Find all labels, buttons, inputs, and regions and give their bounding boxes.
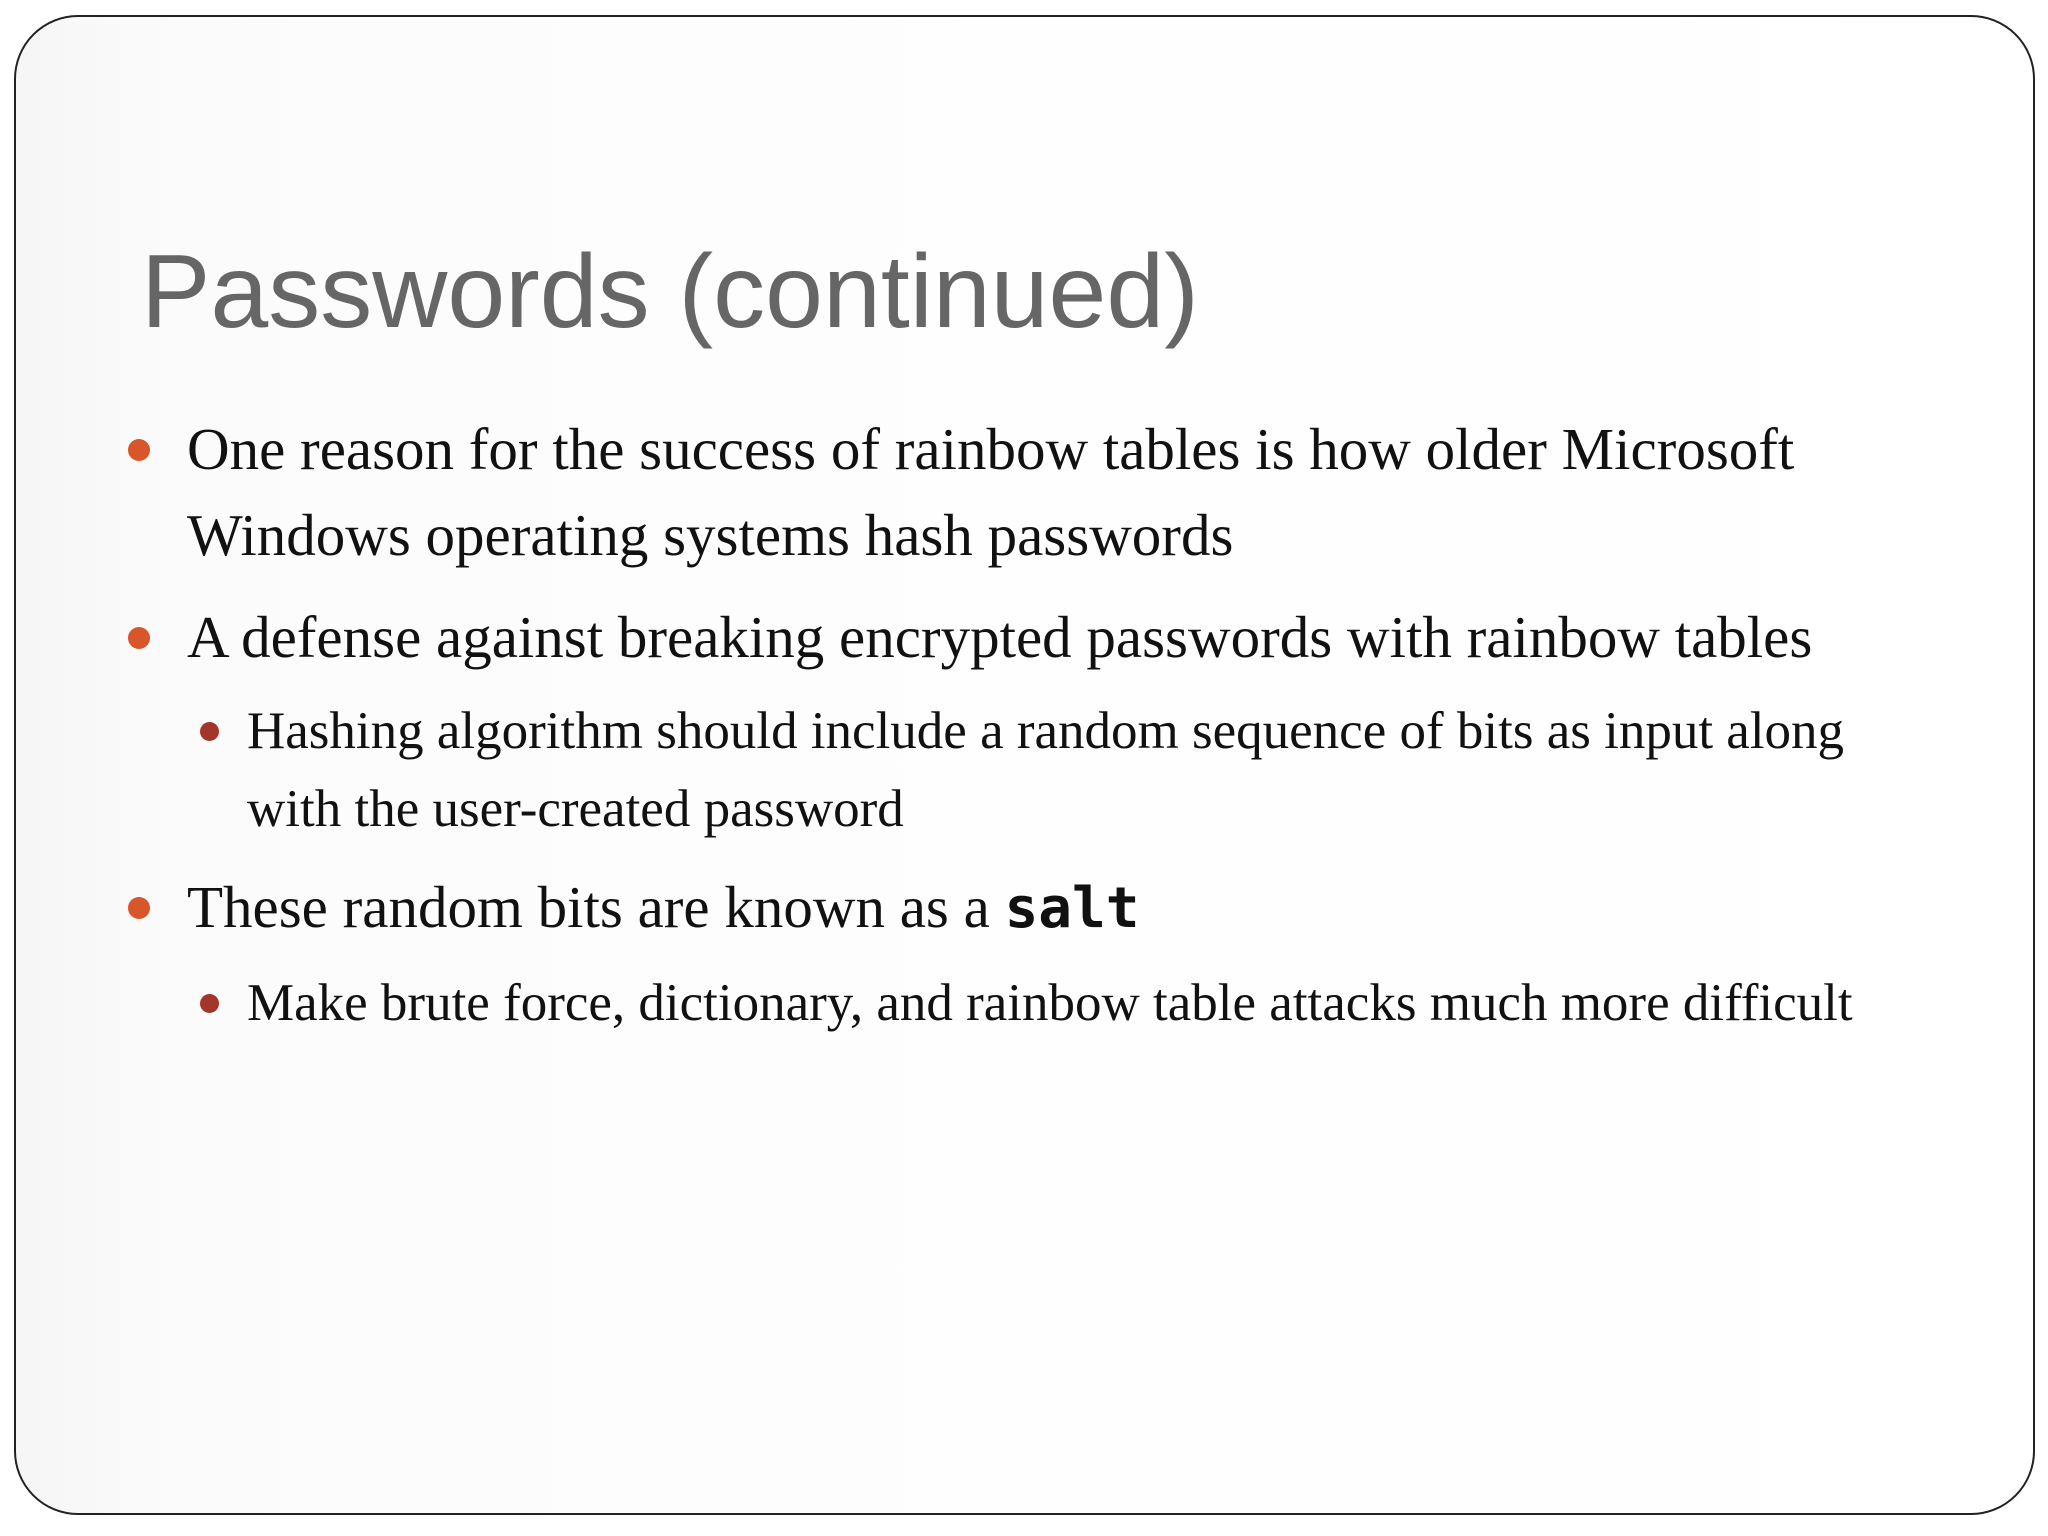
bullet-text: These random bits are known as a [187,874,1005,940]
bullet-text: A defense against breaking encrypted passwords with rainbow tables [187,604,1813,670]
sub-bullet-item-1 [128,692,1928,848]
slide-title: Passwords (continued) [141,234,1199,350]
bullet-list [128,406,1928,1058]
bullet-dot-icon [128,439,150,461]
sub-bullet-item-2 [128,964,1928,1042]
sub-bullet-text: Hashing algorithm should include a random sequence of bits as input along with the user-created password [247,702,1845,838]
bullet-dot-icon [128,627,150,649]
salt-keyword: salt [1004,876,1140,941]
bullet-item-3 [128,864,1928,952]
bullet-dot-icon [128,897,150,919]
sub-bullet-dot-icon [200,994,219,1013]
sub-bullet-text: Make brute force, dictionary, and rainbow table attacks much more difficult [247,974,1853,1032]
bullet-text: One reason for the success of rainbow tables is how older Microsoft Windows operating systems hash passwords [187,416,1795,568]
bullet-item-2 [128,594,1928,680]
sub-bullet-dot-icon [200,722,219,741]
bullet-item-1 [128,406,1928,578]
